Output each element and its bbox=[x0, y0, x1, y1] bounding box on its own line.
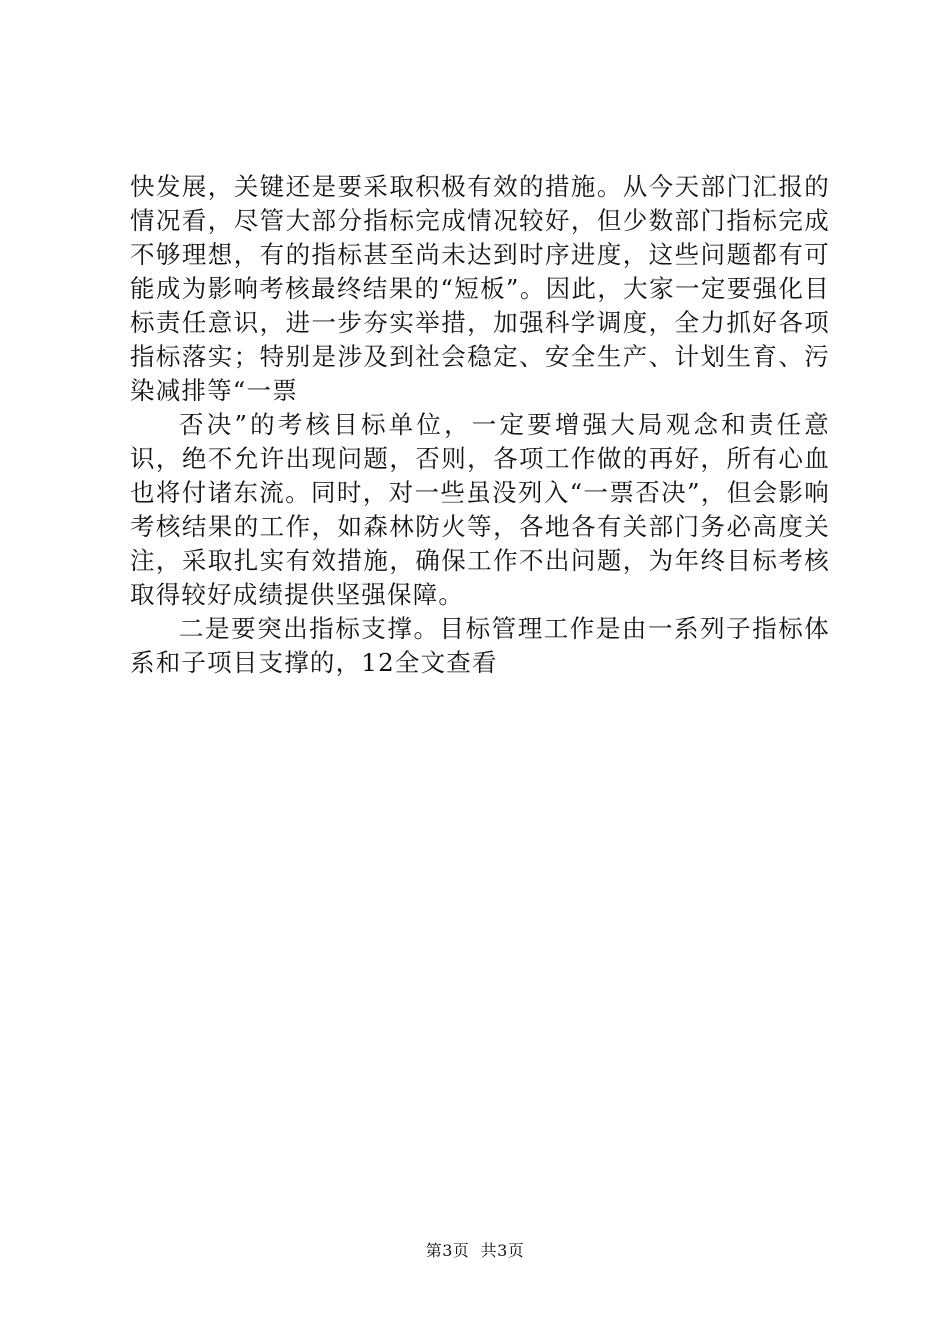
page-footer bbox=[0, 1241, 950, 1261]
paragraph-2: 否决”的考核目标单位，一定要增强大局观念和责任意识，绝不允许出现问题，否则，各项工作做的再好，所有心血也将付诸东流。同时，对一些虽没列入“一票否决”，但会影响考核结果的工作，如森林防火等，各地各有关部门务必高度关注，采取扎实有效措施，确保工作不出问题，为年终目标考核取得较好成绩提供坚强保障。 bbox=[130, 410, 830, 609]
page-number-label: 第3页 共3页 bbox=[425, 1241, 525, 1260]
paragraph-1: 快发展，关键还是要采取积极有效的措施。从今天部门汇报的情况看，尽管大部分指标完成情况较好，但少数部门指标完成不够理想，有的指标甚至尚未达到时序进度，这些问题都有可能成为影响考核最终结果的“短板”。因此，大家一定要强化目标责任意识，进一步夯实举措，加强科学调度，全力抓好各项指标落实；特别是涉及到社会稳定、安全生产、计划生育、污染减排等“一票 bbox=[130, 172, 830, 405]
document-body bbox=[130, 170, 830, 680]
paragraph-3: 二是要突出指标支撑。目标管理工作是由一系列子指标体系和子项目支撑的，12全文查看 bbox=[130, 614, 830, 677]
